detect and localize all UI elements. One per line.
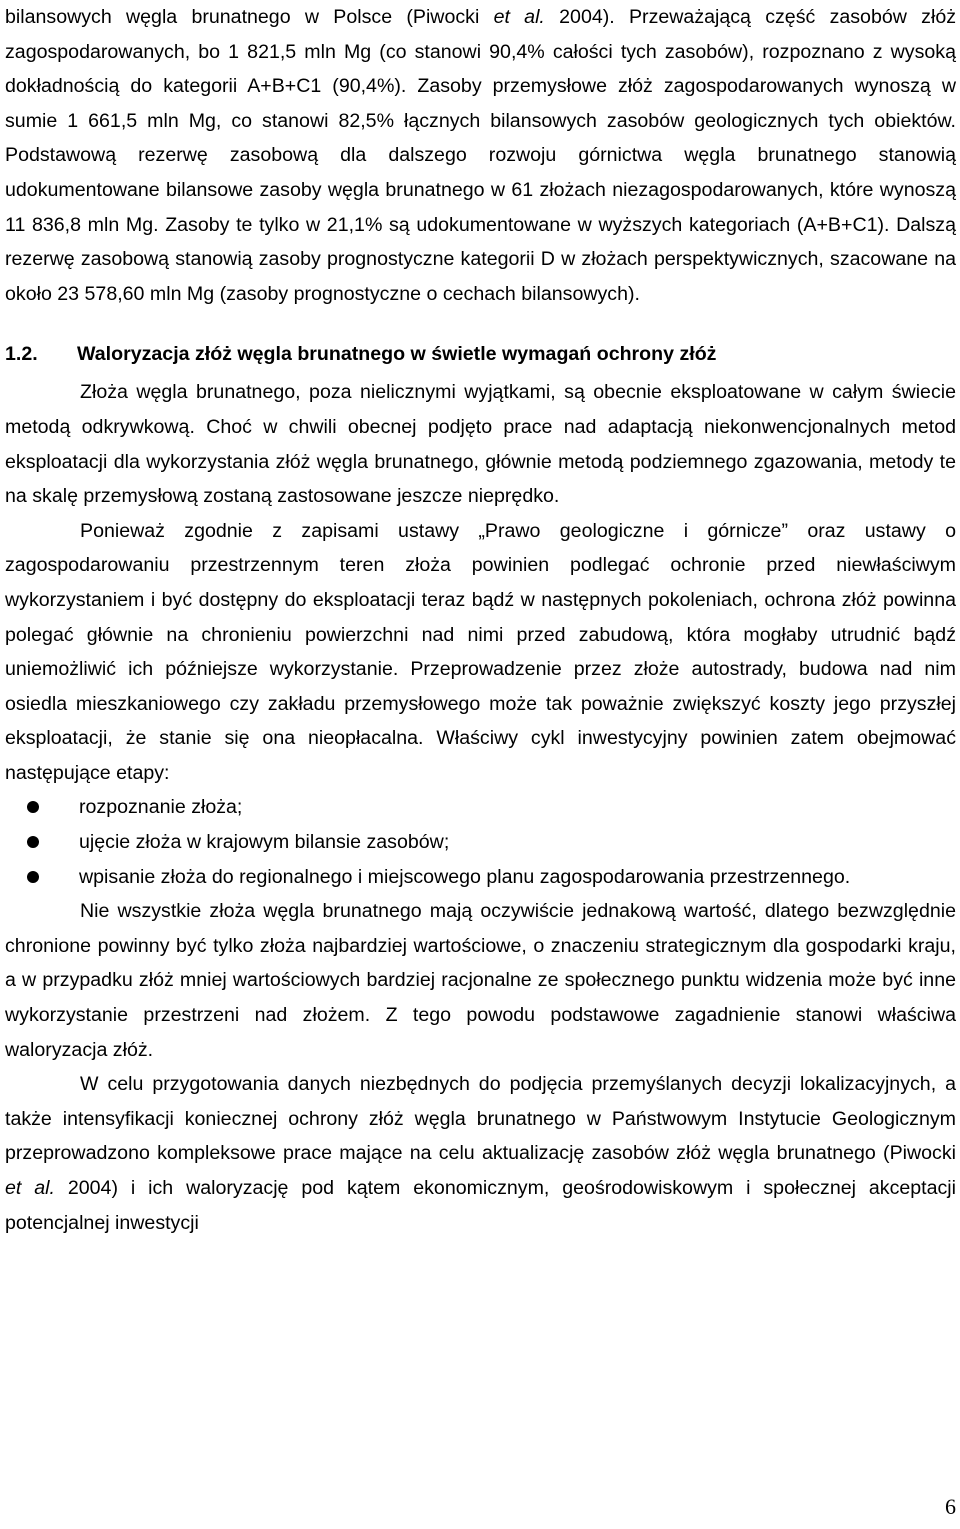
paragraph-text: bilansowych węgla brunatnego w Polsce (Piwocki: [5, 6, 494, 28]
paragraph-text: W celu przygotowania danych niezbędnych do podjęcia przemyślanych decyzji lokalizacyjnych, a także intensyfikacji koniecznej ochrony złóż węgla brunatnego w Państwowym Instytucie Geologicznym przeprowadzono kompleksowe prace mające na celu aktualizację zasobów złóż węgla brunatnego (Piwocki: [5, 1073, 956, 1165]
list-item: [5, 825, 956, 860]
section-title: Waloryzacja złóż węgla brunatnego w świetle wymagań ochrony złóż: [77, 343, 717, 366]
document-page: [5, 0, 956, 1240]
section-number: 1.2.: [5, 343, 38, 366]
citation-et-al: et al.: [5, 1177, 55, 1199]
paragraph-text: 2004). Przeważającą część zasobów złóż zagospodarowanych, bo 1 821,5 mln Mg (co stanowi 90,4% całości tych zasobów), rozpoznano z wysoką dokładnością do kategorii A+B+C1 (90,4%). Zasoby przemysłowe złóż zagospodarowanych wynoszą w sumie 1 661,5 mln Mg, co stanowi 82,5% łącznych bilansowych zasobów geologicznych tych obiektów. Podstawową rezerwę zasobową dla dalszego rozwoju górnictwa węgla brunatnego stanowią udokumentowane bilansowe zasoby węgla brunatnego w 61 złożach niezagospodarowanych, które wynoszą 11 836,8 mln Mg. Zasoby te tylko w 21,1% są udokumentowane w wyższych kategoriach (A+B+C1). Dalszą rezerwę zasobową stanowią zasoby prognostyczne kategorii D w złożach perspektywicznych, szacowane na około 23 578,60 mln Mg (zasoby prognostyczne o cechach bilansowych).: [5, 6, 957, 305]
bullet-icon: [27, 836, 39, 848]
list-item-text: wpisanie złoża do regionalnego i miejscowego planu zagospodarowania przestrzennego.: [79, 865, 851, 888]
bullet-icon: [27, 801, 39, 813]
citation-et-al: et al.: [493, 6, 545, 28]
paragraph-valuation: Nie wszystkie złoża węgla brunatnego mają oczywiście jednakową wartość, dlatego bezwzględnie chronione powinny być tylko złoża najbardziej wartościowe, o znaczeniu strategicznym dla gospodarki kraju, a w przypadku złóż mniej wartościowych bardziej racjonalne ze społecznego punktu widzenia może być inne wykorzystanie przestrzeni nad złożem. Z tego powodu podstawowe zagadnienie stanowi właściwa waloryzacja złóż.: [5, 900, 956, 1061]
list-item: [5, 790, 956, 825]
bullet-icon: [27, 871, 39, 883]
section-heading: [5, 337, 956, 371]
paragraph-protection: Ponieważ zgodnie z zapisami ustawy „Prawo geologiczne i górnicze” oraz ustawy o zagospodarowaniu przestrzennym teren złoża powinien podlegać ochronie przed niewłaściwym wykorzystaniem i być dostępny do eksploatacji teraz bądź w następnych pokoleniach, ochrona złóż powinna polegać głównie na chronieniu powierzchni nad nimi przed zabudową, która mogłaby utrudnić bądź uniemożliwić ich późniejsze wykorzystanie. Przeprowadzenie przez złoże autostrady, budowa nad nim osiedla mieszkaniowego czy zakładu przemysłowego może tak poważnie zwiększyć koszty jego przyszłej eksploatacji, że stanie się ona nieopłacalna. Właściwy cykl inwestycyjny powinien zatem obejmować następujące etapy:: [5, 519, 956, 784]
list-item: [5, 860, 956, 895]
paragraph-resources: [5, 0, 956, 311]
page-number: 6: [945, 1494, 956, 1519]
list-item-text: rozpoznanie złoża;: [79, 796, 243, 819]
list-item-text: ujęcie złoża w krajowym bilansie zasobów;: [79, 831, 450, 854]
paragraph-mining-methods: Złoża węgla brunatnego, poza nielicznymi wyjątkami, są obecnie eksploatowane w całym świecie metodą odkrywkową. Choć w chwili obecnej podjęto prace nad adaptacją niekonwencjonalnych metod eksploatacji dla wykorzystania złóż węgla brunatnego, głównie metodą podziemnego zgazowania, metody te na skalę przemysłową zostaną zastosowane jeszcze nieprędko.: [5, 381, 956, 508]
paragraph-pgi-work: [5, 1067, 956, 1240]
stages-list: [5, 790, 956, 894]
paragraph-text: 2004) i ich waloryzację pod kątem ekonomicznym, geośrodowiskowym i społecznej akceptacji potencjalnej inwestycji: [5, 1177, 957, 1234]
